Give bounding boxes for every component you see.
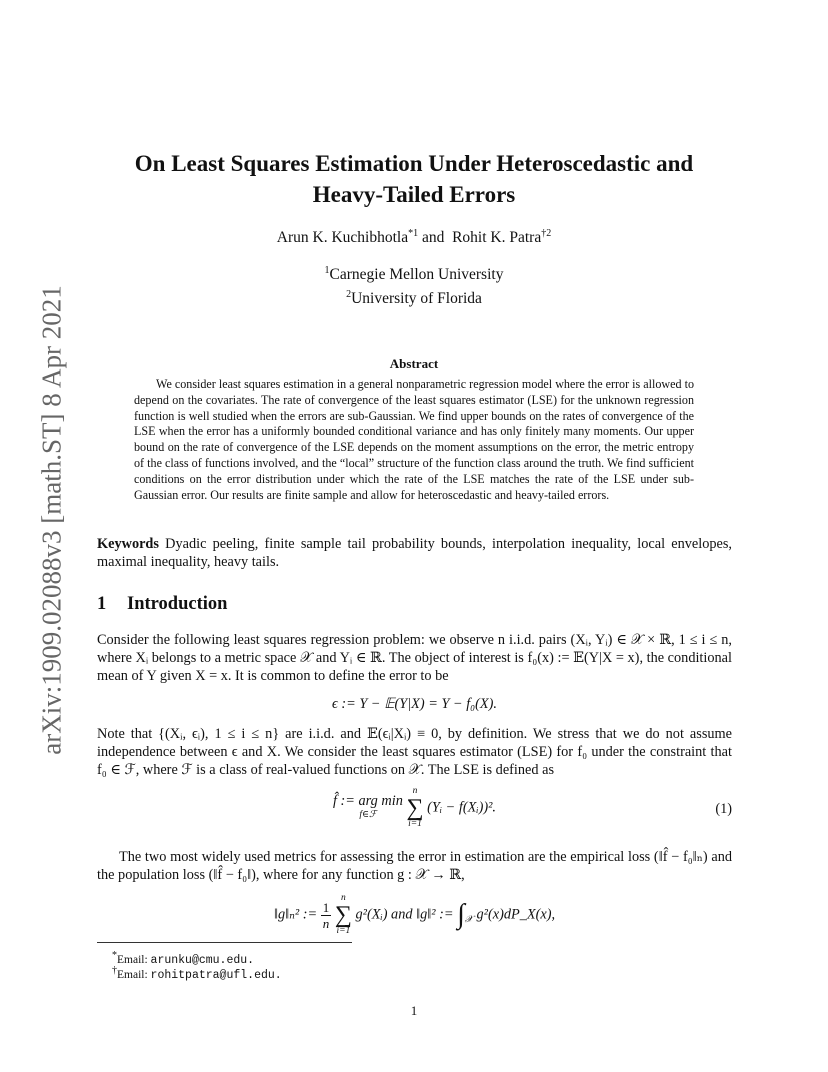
section-title: Introduction <box>127 594 228 614</box>
abstract-text: We consider least squares estimation in a general nonparametric regression model where the error is allowed to depend on the covariates. The rate of convergence of the least squares estimator (LSE) for the unknown regression function is well studied when the errors are sub-Gaussian. We find upper bounds on the rates of convergence of the LSE when the error has a uniformly bounded conditional variance and has only finitely many moments. Our upper bound on the rate of convergence of the LSE depends on the moment assumptions on the error, the metric entropy of the class of functions involved, and the “local” structure of the function class around the truth. We find sufficient conditions on the error distribution under which the rate of the LSE matches the rate of the LSE under sub-Gaussian error. Our results are finite sample and allow for heteroscedastic and heavy-tailed errors. <box>134 377 694 502</box>
affiliations <box>0 261 828 309</box>
footnote-rule <box>97 942 352 943</box>
section-heading <box>97 594 227 615</box>
section-number: 1 <box>97 594 107 614</box>
affil-1-mark: 1 <box>324 265 330 276</box>
author-2: Rohit K. Patra <box>452 229 542 247</box>
eq1-body: (Yᵢ − f(Xᵢ))². <box>427 799 497 816</box>
footnote-2-email[interactable]: rohitpatra@ufl.edu. <box>150 968 282 982</box>
eq1-lhs: f̂ := arg min <box>332 793 403 809</box>
paragraph-text: Consider the following least squares regression problem: we observe n i.i.d. pairs (Xᵢ, Yᵢ) ∈ 𝒳 × ℝ, 1 ≤ i ≤ n, where Xᵢ belongs to a metric space 𝒳 and Yᵢ ∈ ℝ. The object of interest is f₀(x) := 𝔼(Y|X = x), the conditional mean of Y given X = x. It is common to define the error to be <box>97 632 732 684</box>
equation-1 <box>97 786 732 830</box>
eq2-left: ‖g‖ₙ² := <box>273 906 318 923</box>
eq2-right: g²(x)dP_X(x), <box>476 906 556 923</box>
intro-paragraph-2 <box>97 725 732 779</box>
equation-error: ϵ := Y − 𝔼(Y|X) = Y − f₀(X). <box>332 696 497 712</box>
eq2-sum: n ∑ i=1 <box>334 893 352 936</box>
author-1: Arun K. Kuchibhotla <box>276 229 409 247</box>
author-1-marks: *1 <box>408 228 419 239</box>
author-2-marks: †2 <box>541 228 552 239</box>
eq1-sum: n ∑ i=1 <box>406 786 424 829</box>
footnote-2: †Email: rohitpatra@ufl.edu. <box>112 965 282 982</box>
eq2-int-sub: 𝒳 <box>464 915 473 926</box>
affil-2: University of Florida <box>351 290 482 308</box>
paper-title <box>0 148 828 210</box>
abstract-body <box>134 377 694 503</box>
integral-symbol: ∫ <box>457 899 465 930</box>
eq2-fraction: $\frac{1}{n}$ <box>322 899 330 931</box>
arxiv-identifier: arXiv:1909.02088v3 [math.ST] 8 Apr 2021 <box>36 285 67 755</box>
equation-1-number: (1) <box>715 801 732 817</box>
keywords-text: Dyadic peeling, finite sample tail probability bounds, interpolation inequality, local envelopes, maximal inequality, heavy tails. <box>97 536 732 570</box>
paragraph-text: Note that {(Xᵢ, ϵᵢ), 1 ≤ i ≤ n} are i.i.d. and 𝔼(ϵᵢ|Xᵢ) ≡ 0, by definition. We stress that we do not assume independence between ϵ and X. We consider the least squares estimator (LSE) for f₀ under the constraint that f₀ ∈ ℱ, where ℱ is a class of real-valued functions on 𝒳. The LSE is defined as <box>97 726 732 778</box>
authors <box>0 228 828 247</box>
keywords <box>97 535 732 571</box>
eq1-argmin-sub: f∈ℱ <box>359 810 377 820</box>
keywords-label: Keywords <box>97 536 159 552</box>
equation-2 <box>97 893 732 937</box>
affil-2-mark: 2 <box>346 289 352 301</box>
title-line-2: Heavy-Tailed Errors <box>312 182 516 207</box>
intro-paragraph-1 <box>97 631 732 685</box>
page-number: 1 <box>410 1003 418 1018</box>
title-line-1: On Least Squares Estimation Under Heteroscedastic and <box>134 151 694 176</box>
footnote-1: *Email: arunku@cmu.edu. <box>112 950 255 967</box>
affil-1: Carnegie Mellon University <box>329 266 504 284</box>
authors-and: and <box>421 229 445 247</box>
eq2-mid: g²(Xᵢ) and ‖g‖² := <box>355 906 454 923</box>
abstract-heading: Abstract <box>389 356 439 371</box>
paragraph-text: The two most widely used metrics for assessing the error in estimation are the empirical loss (‖f̂ − f₀‖ₙ) and the population loss (‖f̂ − f₀‖), where for any function g : 𝒳 → ℝ, <box>97 849 732 883</box>
intro-paragraph-3 <box>97 848 732 884</box>
footnote-1-email[interactable]: arunku@cmu.edu. <box>150 953 255 967</box>
